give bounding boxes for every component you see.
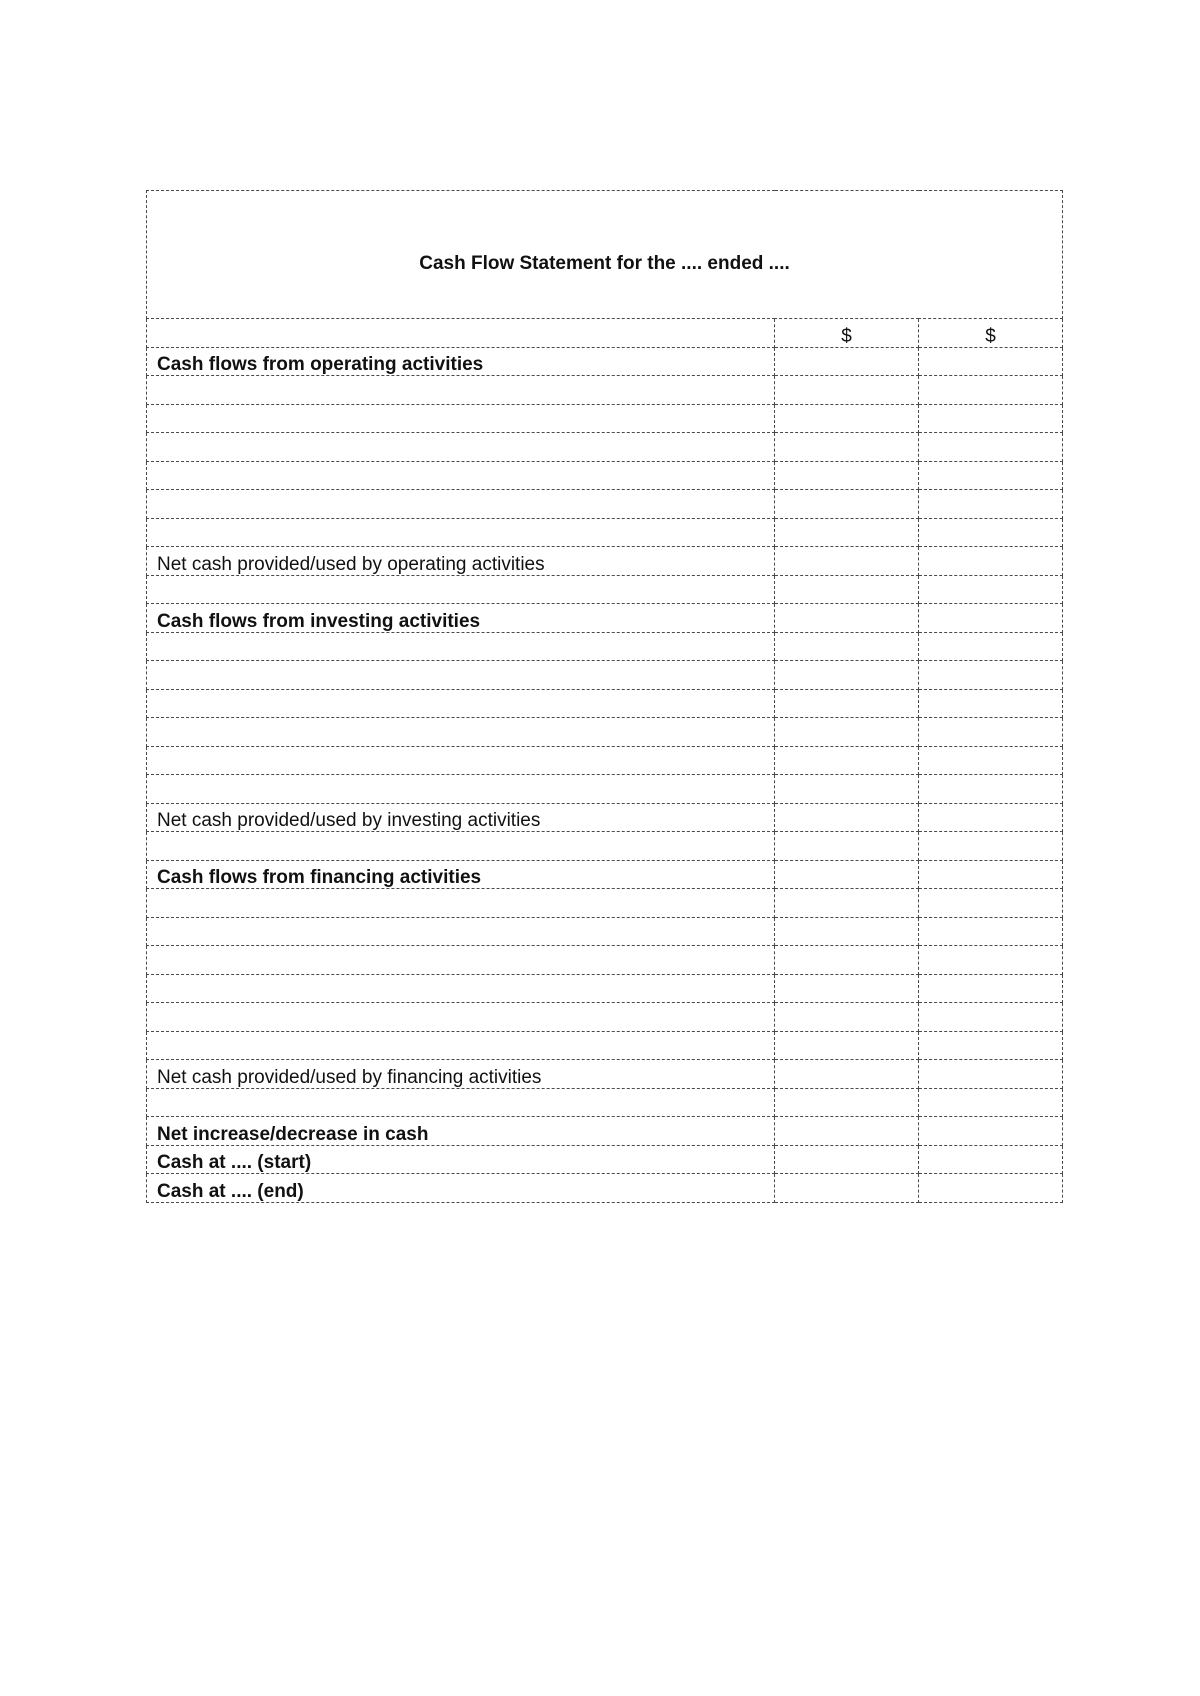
blank-line-cell: [147, 376, 775, 405]
amount-cell-col-2: [919, 946, 1063, 975]
amount-cell-col-2: [919, 917, 1063, 946]
blank-line-cell: [147, 946, 775, 975]
amount-cell-col-2: [919, 1031, 1063, 1060]
amount-cell-col-2: [919, 1145, 1063, 1174]
amount-cell-col-1: [775, 1145, 919, 1174]
statement-row: [147, 718, 1063, 747]
amount-cell-col-2: [919, 547, 1063, 576]
line-item-label: Cash flows from operating activities: [147, 347, 775, 376]
amount-cell-col-2: [919, 1117, 1063, 1146]
line-item-label: Net cash provided/used by investing activities: [147, 803, 775, 832]
line-item-label: Cash at .... (end): [147, 1174, 775, 1203]
blank-line-cell: [147, 1031, 775, 1060]
amount-cell-col-1: [775, 803, 919, 832]
blank-line-cell: [147, 461, 775, 490]
currency-header-1: $: [775, 319, 919, 348]
amount-cell-col-2: [919, 1088, 1063, 1117]
statement-row: [147, 974, 1063, 1003]
amount-cell-col-1: [775, 461, 919, 490]
statement-row: [147, 775, 1063, 804]
blank-line-cell: [147, 974, 775, 1003]
amount-cell-col-2: [919, 803, 1063, 832]
label-header-cell: [147, 319, 775, 348]
cash-flow-statement-table: [146, 190, 1063, 1203]
amount-cell-col-1: [775, 1003, 919, 1032]
amount-cell-col-2: [919, 604, 1063, 633]
amount-cell-col-1: [775, 604, 919, 633]
statement-row: [147, 1088, 1063, 1117]
statement-row: [147, 604, 1063, 633]
amount-cell-col-1: [775, 1060, 919, 1089]
statement-row: [147, 1060, 1063, 1089]
amount-cell-col-2: [919, 433, 1063, 462]
amount-cell-col-1: [775, 974, 919, 1003]
line-item-label: Net increase/decrease in cash: [147, 1117, 775, 1146]
amount-cell-col-2: [919, 632, 1063, 661]
amount-cell-col-2: [919, 775, 1063, 804]
amount-cell-col-2: [919, 689, 1063, 718]
blank-line-cell: [147, 746, 775, 775]
amount-cell-col-2: [919, 718, 1063, 747]
amount-cell-col-1: [775, 376, 919, 405]
amount-cell-col-1: [775, 661, 919, 690]
amount-cell-col-1: [775, 1174, 919, 1203]
amount-cell-col-2: [919, 1003, 1063, 1032]
amount-cell-col-1: [775, 433, 919, 462]
amount-cell-col-1: [775, 1031, 919, 1060]
statement-row: [147, 433, 1063, 462]
statement-row: [147, 917, 1063, 946]
blank-line-cell: [147, 775, 775, 804]
statement-title: Cash Flow Statement for the .... ended ....: [147, 191, 1063, 319]
blank-line-cell: [147, 718, 775, 747]
amount-cell-col-1: [775, 1117, 919, 1146]
blank-line-cell: [147, 889, 775, 918]
statement-row: [147, 860, 1063, 889]
amount-cell-col-1: [775, 860, 919, 889]
amount-cell-col-2: [919, 347, 1063, 376]
amount-cell-col-1: [775, 575, 919, 604]
amount-cell-col-1: [775, 889, 919, 918]
statement-row: [147, 490, 1063, 519]
statement-row: [147, 575, 1063, 604]
blank-line-cell: [147, 433, 775, 462]
amount-cell-col-1: [775, 946, 919, 975]
amount-cell-col-2: [919, 860, 1063, 889]
statement-row: [147, 689, 1063, 718]
statement-row: [147, 832, 1063, 861]
title-row: [147, 191, 1063, 319]
statement-row: [147, 376, 1063, 405]
amount-cell-col-2: [919, 518, 1063, 547]
amount-cell-col-1: [775, 404, 919, 433]
blank-line-cell: [147, 1003, 775, 1032]
amount-cell-col-1: [775, 832, 919, 861]
amount-cell-col-2: [919, 575, 1063, 604]
statement-row: [147, 746, 1063, 775]
amount-cell-col-1: [775, 689, 919, 718]
blank-line-cell: [147, 661, 775, 690]
amount-cell-col-2: [919, 1174, 1063, 1203]
blank-line-cell: [147, 689, 775, 718]
amount-cell-col-2: [919, 661, 1063, 690]
amount-cell-col-1: [775, 632, 919, 661]
amount-cell-col-2: [919, 376, 1063, 405]
amount-cell-col-1: [775, 347, 919, 376]
blank-line-cell: [147, 1088, 775, 1117]
amount-cell-col-2: [919, 974, 1063, 1003]
amount-cell-col-2: [919, 404, 1063, 433]
statement-row: [147, 946, 1063, 975]
statement-row: [147, 1031, 1063, 1060]
statement-row: [147, 632, 1063, 661]
blank-line-cell: [147, 575, 775, 604]
blank-line-cell: [147, 832, 775, 861]
line-item-label: Cash at .... (start): [147, 1145, 775, 1174]
amount-cell-col-2: [919, 461, 1063, 490]
statement-row: [147, 404, 1063, 433]
statement-row: [147, 1174, 1063, 1203]
currency-header-2: $: [919, 319, 1063, 348]
currency-header-row: [147, 319, 1063, 348]
line-item-label: Cash flows from investing activities: [147, 604, 775, 633]
amount-cell-col-1: [775, 490, 919, 519]
amount-cell-col-1: [775, 775, 919, 804]
amount-cell-col-2: [919, 832, 1063, 861]
statement-row: [147, 1003, 1063, 1032]
statement-row: [147, 461, 1063, 490]
statement-body: [147, 191, 1063, 1203]
amount-cell-col-1: [775, 1088, 919, 1117]
amount-cell-col-1: [775, 718, 919, 747]
line-item-label: Net cash provided/used by operating activities: [147, 547, 775, 576]
amount-cell-col-2: [919, 889, 1063, 918]
blank-line-cell: [147, 490, 775, 519]
statement-row: [147, 518, 1063, 547]
statement-row: [147, 1145, 1063, 1174]
statement-row: [147, 803, 1063, 832]
amount-cell-col-2: [919, 746, 1063, 775]
statement-row: [147, 547, 1063, 576]
amount-cell-col-2: [919, 1060, 1063, 1089]
blank-line-cell: [147, 404, 775, 433]
line-item-label: Cash flows from financing activities: [147, 860, 775, 889]
amount-cell-col-1: [775, 547, 919, 576]
blank-line-cell: [147, 518, 775, 547]
amount-cell-col-1: [775, 746, 919, 775]
line-item-label: Net cash provided/used by financing activities: [147, 1060, 775, 1089]
amount-cell-col-2: [919, 490, 1063, 519]
amount-cell-col-1: [775, 917, 919, 946]
statement-row: [147, 347, 1063, 376]
statement-row: [147, 889, 1063, 918]
statement-row: [147, 661, 1063, 690]
statement-row: [147, 1117, 1063, 1146]
blank-line-cell: [147, 632, 775, 661]
amount-cell-col-1: [775, 518, 919, 547]
blank-line-cell: [147, 917, 775, 946]
